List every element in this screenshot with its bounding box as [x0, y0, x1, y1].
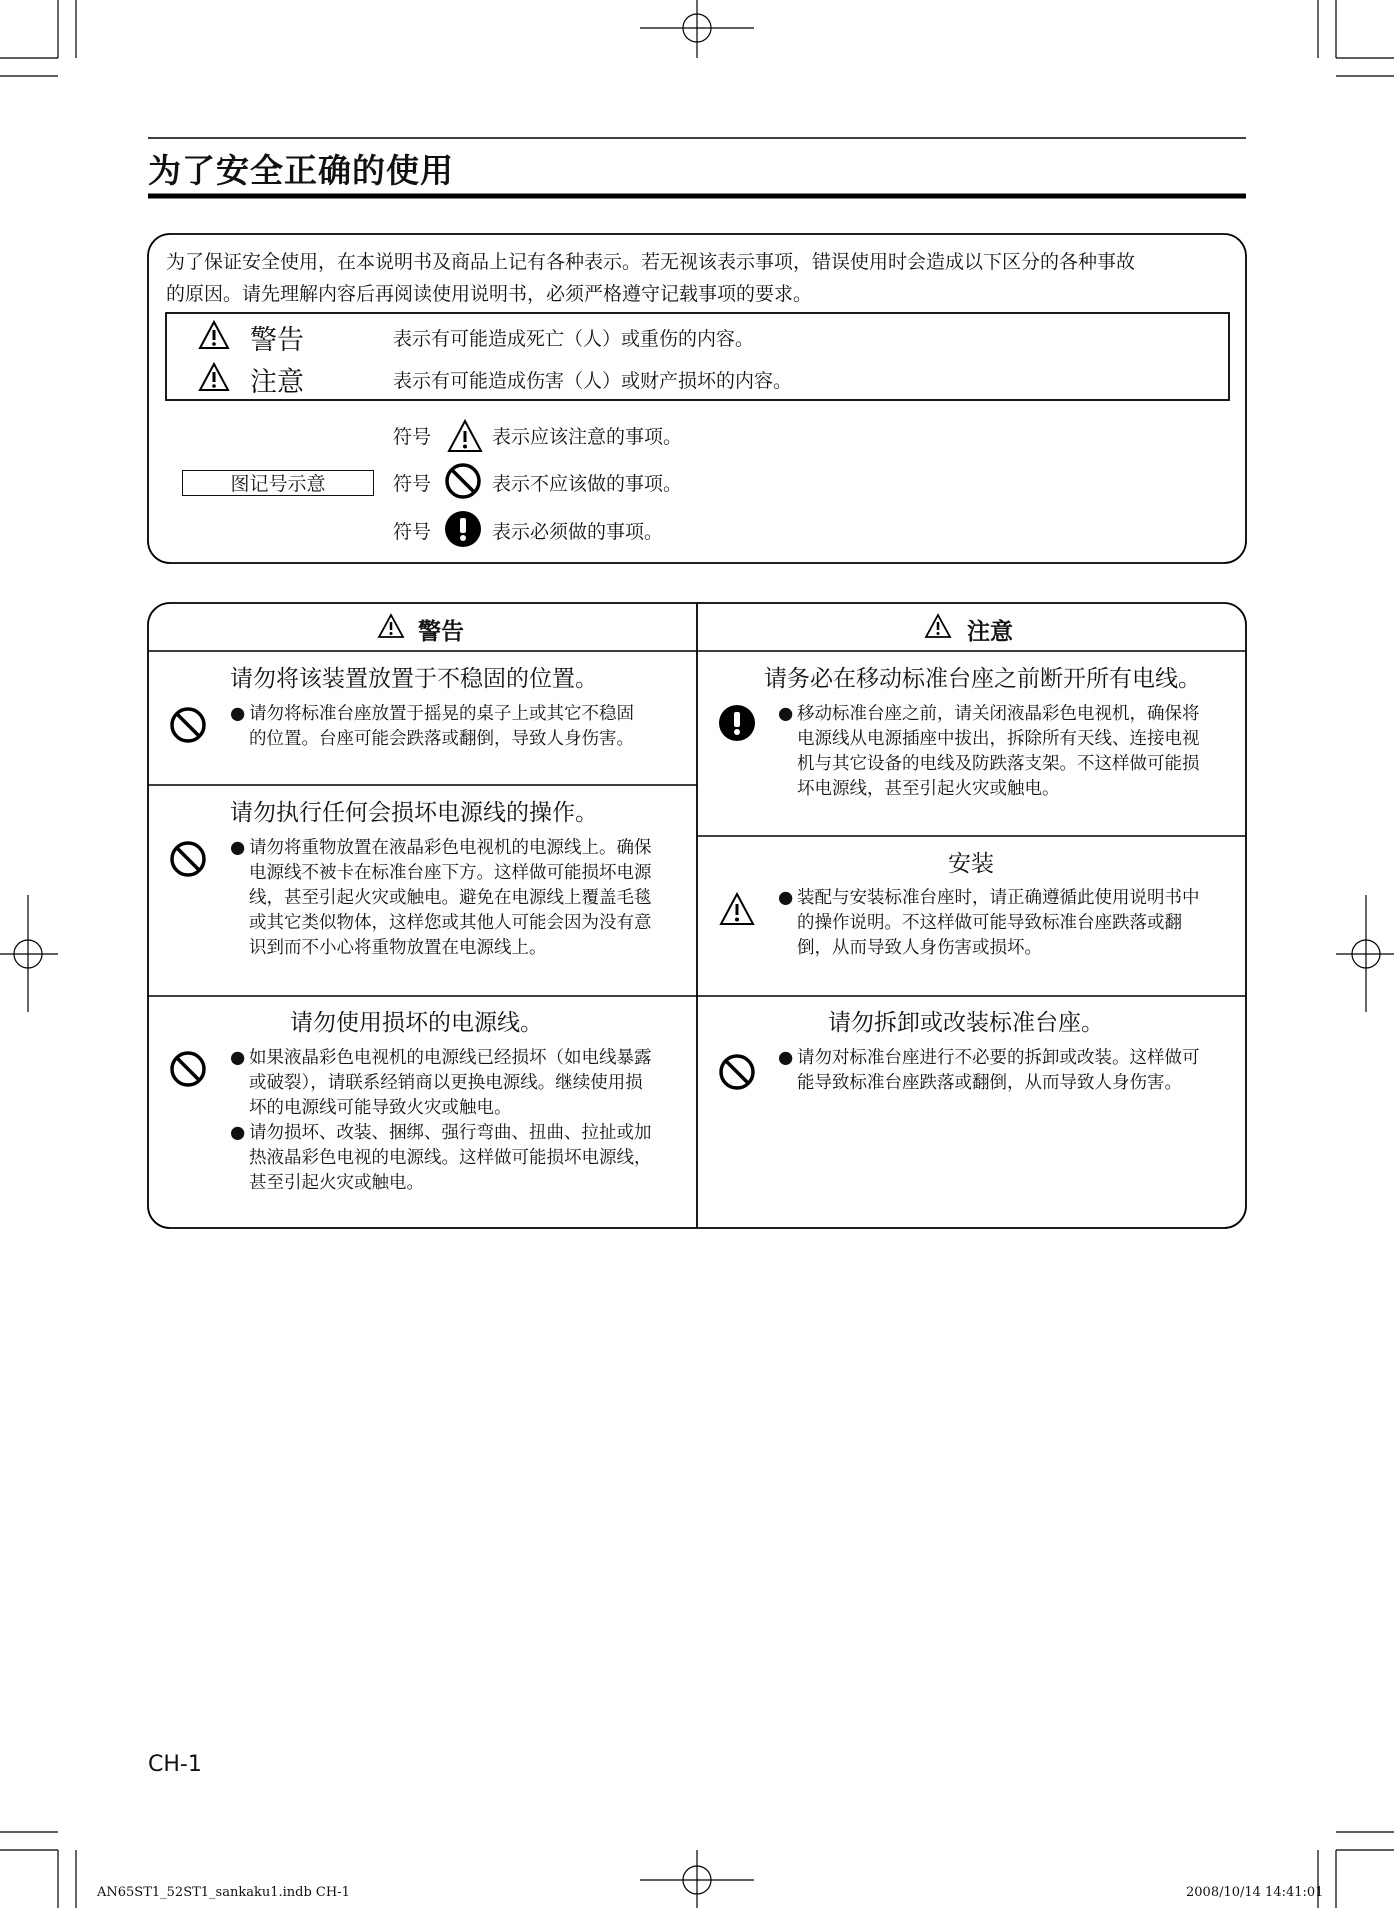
bullet-line: 的位置。台座可能会跌落或翻倒，导致人身伤害。 [249, 729, 634, 749]
bullet-line: 电源线不被卡在标准台座下方。这样做可能损坏电源 [249, 863, 652, 883]
warning-level-label: 警告 [250, 325, 304, 356]
bullet-line: 电源线从电源插座中拔出，拆除所有天线、连接电视 [797, 729, 1200, 749]
bullet-dot: ● [778, 888, 794, 908]
caution-triangle-icon [721, 894, 753, 924]
prohibited-icon [172, 843, 204, 875]
bullet-line: 坏的电源线可能导致火灾或触电。 [249, 1098, 512, 1118]
bullet-dot: ● [230, 1123, 246, 1143]
caution-section-3-title: 请勿拆卸或改装标准台座。 [828, 1010, 1104, 1036]
caution-column-header: 注意 [967, 619, 1013, 645]
prohibited-icon [447, 465, 479, 497]
bullet-line: 甚至引起火灾或触电。 [249, 1173, 424, 1193]
warning-level-triangle-icon [200, 322, 228, 348]
warning-section-2-title: 请勿执行任何会损坏电源线的操作。 [230, 800, 598, 826]
bullet-line: 或其它类似物体，这样您或其他人可能会因为没有意 [249, 913, 652, 933]
intro-line-2: 的原因。请先理解内容后再阅读使用说明书，必须严格遵守记载事项的要求。 [166, 283, 813, 305]
caution-header-triangle-icon [926, 615, 950, 637]
bullet-line: 装配与安装标准台座时，请正确遵循此使用说明书中 [797, 888, 1200, 908]
bullet-line: 的操作说明。不这样做可能导致标准台座跌落或翻 [797, 913, 1182, 933]
symbol-legend-label: 图记号示意 [182, 470, 374, 496]
caution-section-3-bullet [778, 1046, 1228, 1096]
bullet-line: 倒，从而导致人身伤害或损坏。 [797, 938, 1042, 958]
bullet-line: 如果液晶彩色电视机的电源线已经损坏（如电线暴露 [249, 1048, 652, 1068]
bullet-line: 机与其它设备的电线及防跌落支架。不这样做可能损 [797, 754, 1200, 774]
bullet-dot: ● [230, 1048, 246, 1068]
bullet-line: 或破裂），请联系经销商以更换电源线。继续使用损 [249, 1073, 643, 1093]
symbol-desc-mandatory: 表示必须做的事项。 [492, 521, 664, 543]
bullet-line: 识到而不小心将重物放置在电源线上。 [249, 938, 547, 958]
page-number: CH-1 [148, 1752, 202, 1777]
bullet-dot: ● [230, 838, 246, 858]
mandatory-icon [719, 705, 755, 741]
caution-section-2-title: 安装 [948, 851, 994, 877]
print-slug-file: AN65ST1_52ST1_sankaku1.indb CH-1 [97, 1885, 350, 1900]
bullet-line: 请勿对标准台座进行不必要的拆卸或改装。这样做可 [797, 1048, 1200, 1068]
intro-paragraph [166, 246, 1226, 310]
bullet-line: 能导致标准台座跌落或翻倒，从而导致人身伤害。 [797, 1073, 1182, 1093]
bullet-line: 请勿损坏、改装、捆绑、强行弯曲、扭曲、拉扯或加 [249, 1123, 652, 1143]
caution-level-triangle-icon [200, 364, 228, 390]
symbol-desc-prohibited: 表示不应该做的事项。 [492, 473, 683, 495]
caution-level-label: 注意 [250, 367, 304, 398]
bullet-dot: ● [778, 1048, 794, 1068]
prohibited-icon [172, 1053, 204, 1085]
bullet-dot: ● [778, 704, 794, 724]
bullet-line: 热液晶彩色电视的电源线。这样做可能损坏电源线， [249, 1148, 652, 1168]
caution-section-1-bullet [778, 702, 1228, 802]
caution-triangle-icon [449, 421, 481, 451]
bullet-line: 移动标准台座之前，请关闭液晶彩色电视机，确保将 [797, 704, 1200, 724]
bullet-line: 坏电源线，甚至引起火灾或触电。 [797, 779, 1060, 799]
warning-section-1-title: 请勿将该装置放置于不稳固的位置。 [230, 666, 598, 692]
warning-section-3-bullet-1 [230, 1046, 680, 1121]
warning-section-2-bullet [230, 836, 680, 961]
bullet-line: 请勿将重物放置在液晶彩色电视机的电源线上。确保 [249, 838, 652, 858]
warning-header-triangle-icon [379, 615, 403, 637]
bullet-line: 线，甚至引起火灾或触电。避免在电源线上覆盖毛毯 [249, 888, 652, 908]
caution-level-desc: 表示有可能造成伤害（人）或财产损坏的内容。 [393, 370, 793, 392]
caution-section-2-bullet [778, 886, 1228, 961]
prohibited-icon [721, 1056, 753, 1088]
mandatory-icon [445, 511, 481, 547]
caution-section-1-title: 请务必在移动标准台座之前断开所有电线。 [764, 666, 1201, 692]
warning-column-header: 警告 [418, 619, 464, 645]
intro-line-1: 为了保证安全使用，在本说明书及商品上记有各种表示。若无视该表示事项，错误使用时会造成以下区分的各种事故 [166, 251, 1136, 273]
print-slug-date: 2008/10/14 14:41:01 [1186, 1885, 1324, 1900]
bullet-line: 请勿将标准台座放置于摇晃的桌子上或其它不稳固 [249, 704, 634, 724]
symbol-prefix: 符号 [393, 473, 432, 495]
symbol-desc-caution: 表示应该注意的事项。 [492, 426, 683, 448]
prohibited-icon [172, 709, 204, 741]
warning-section-3-title: 请勿使用损坏的电源线。 [290, 1010, 543, 1036]
bullet-dot: ● [230, 704, 246, 724]
warning-section-3-bullet-2 [230, 1121, 680, 1196]
page-title: 为了安全正确的使用 [148, 151, 454, 190]
warning-level-desc: 表示有可能造成死亡（人）或重伤的内容。 [393, 328, 755, 350]
warning-section-1-bullet [230, 702, 680, 752]
symbol-prefix: 符号 [393, 426, 432, 448]
symbol-prefix: 符号 [393, 521, 432, 543]
